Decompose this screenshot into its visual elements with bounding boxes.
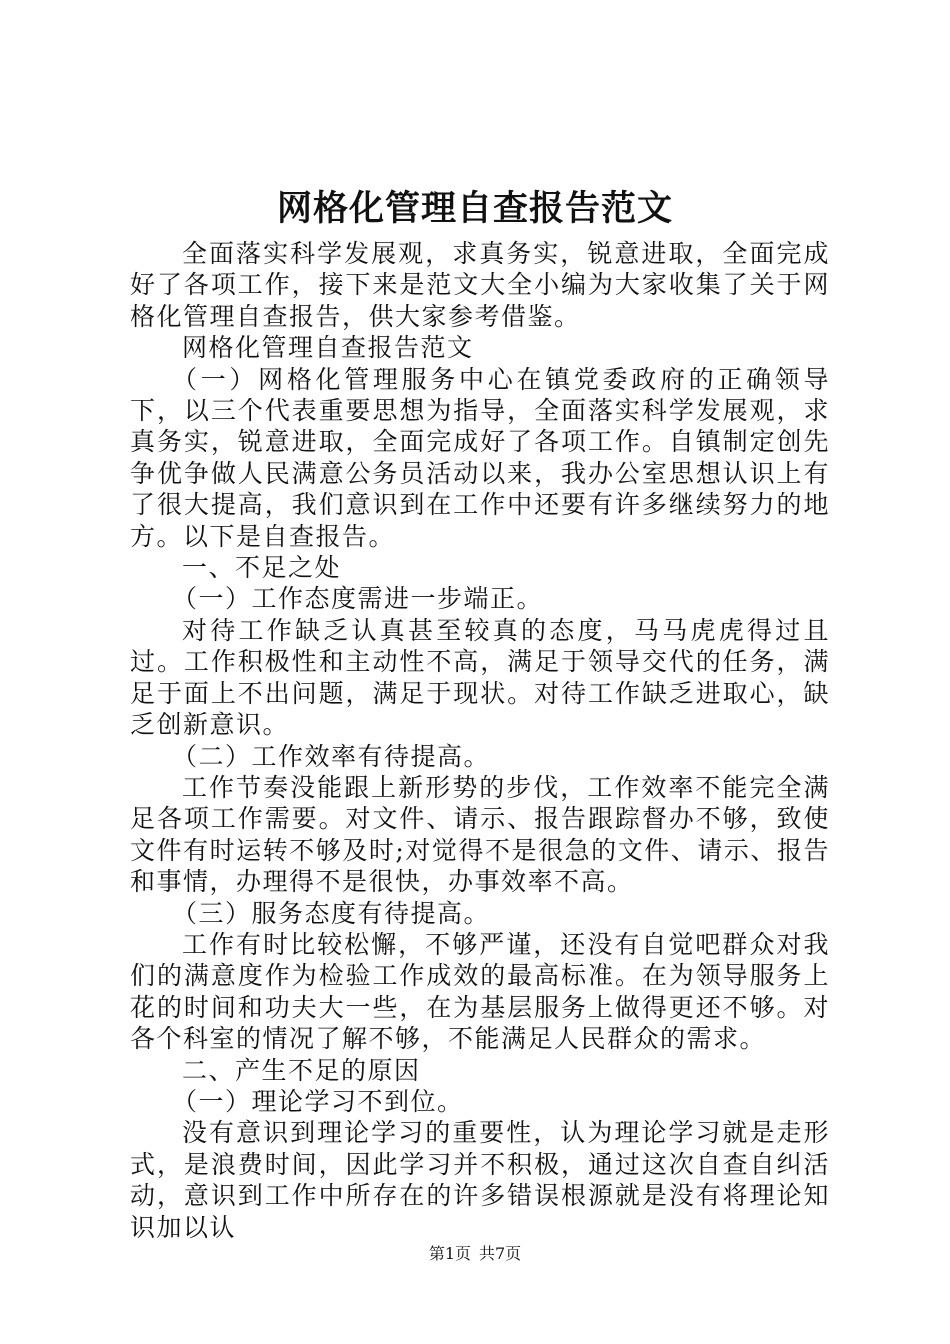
body-paragraph: 工作节奏没能跟上新形势的步伐，工作效率不能完全满足各项工作需要。对文件、请示、报告跟踪督办不够，致使文件有时运转不够及时;对觉得不是很急的文件、请示、报告和事情，办理得不是很快，办事效率不高。 (130, 772, 830, 897)
body-paragraph: 对待工作缺乏认真甚至较真的态度，马马虎虎得过且过。工作积极性和主动性不高，满足于领导交代的任务，满足于面上不出问题，满足于现状。对待工作缺乏进取心，缺乏创新意识。 (130, 615, 830, 740)
document-title: 网格化管理自查报告范文 (276, 188, 673, 229)
subsection-heading: （一）理论学习不到位。 (172, 1086, 464, 1116)
body-paragraph: 工作有时比较松懈，不够严谨，还没有自觉吧群众对我们的满意度作为检验工作成效的最高标准。在为领导服务上花的时间和功夫大一些，在为基层服务上做得更还不够。对各个科室的情况了解不够，不能满足人民群众的需求。 (130, 929, 830, 1054)
body-paragraph: （一）网格化管理服务中心在镇党委政府的正确领导下，以三个代表重要思想为指导，全面落实科学发展观，求真务实，锐意进取，全面完成好了各项工作。自镇制定创先争优争做人民满意公务员活动以来，我办公室思想认识上有了很大提高，我们意识到在工作中还要有许多继续努力的地方。以下是自查报告。 (130, 364, 830, 551)
subsection-heading: （一）工作态度需进一步端正。 (172, 584, 544, 614)
page-footer (0, 1243, 950, 1265)
subsection-heading: （三）服务态度有待提高。 (172, 898, 491, 928)
section-heading: 网格化管理自查报告范文 (182, 333, 474, 363)
intro-paragraph: 全面落实科学发展观，求真务实，锐意进取，全面完成好了各项工作，接下来是范文大全小编为大家收集了关于网格化管理自查报告，供大家参考借鉴。 (130, 239, 830, 331)
section-heading: 一、不足之处 (182, 553, 342, 583)
subsection-heading: （二）工作效率有待提高。 (172, 741, 491, 771)
document-body (130, 238, 830, 1243)
body-paragraph: 没有意识到理论学习的重要性，认为理论学习就是走形式，是浪费时间，因此学习并不积极，通过这次自查自纠活动，意识到工作中所存在的许多错误根源就是没有将理论知识加以认 (130, 1118, 830, 1242)
section-heading: 二、产生不足的原因 (182, 1055, 421, 1085)
page-total: 共7页 (479, 1244, 522, 1263)
page-number: 第1页 (428, 1244, 471, 1263)
